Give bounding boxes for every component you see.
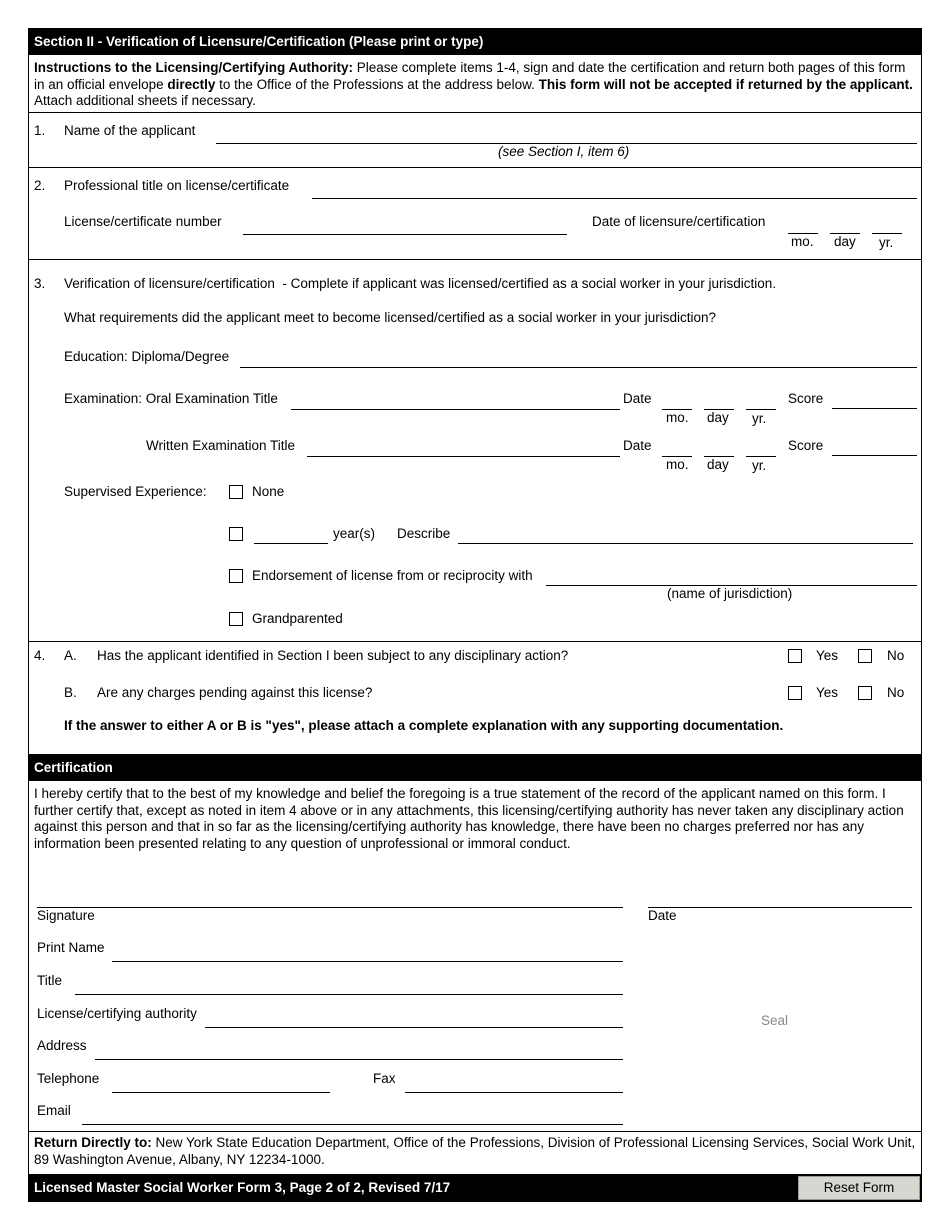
certification-header (28, 754, 922, 781)
license-number-label: License/certificate number (64, 214, 222, 229)
endorsement-checkbox[interactable] (229, 569, 243, 583)
cert-date-label: Date (648, 908, 677, 923)
email-input[interactable] (82, 1105, 626, 1125)
education-line (240, 367, 917, 368)
written-month-input[interactable] (662, 438, 696, 458)
education-label: Education: Diploma/Degree (64, 349, 230, 364)
licensure-month-input[interactable] (788, 215, 822, 235)
instructions-lead: Instructions to the Licensing/Certifying Authority: (34, 60, 354, 75)
year-caption: yr. (879, 235, 894, 250)
month-caption: mo. (666, 410, 689, 425)
instructions-part1: Please complete items 1-4, sign and date the certification and return both pages of this form in an official envelope (34, 60, 906, 92)
oral-year-input[interactable] (746, 391, 780, 411)
charges-question: Are any charges pending against this license? (97, 685, 373, 700)
divider (28, 259, 922, 260)
applicant-name-label: Name of the applicant (64, 123, 196, 138)
seal-placeholder: Seal (761, 1013, 789, 1028)
instructions-part2: to the Office of the Professions at the address below. (215, 76, 539, 92)
divider (28, 641, 922, 642)
oral-date-label: Date (623, 391, 652, 406)
oral-exam-line (291, 409, 620, 410)
email-label: Email (37, 1103, 71, 1118)
item3-number: 3. (34, 276, 46, 291)
applicant-name-input[interactable] (216, 124, 920, 144)
day-caption: day (707, 457, 729, 472)
telephone-line (112, 1092, 330, 1093)
address-input[interactable] (95, 1040, 626, 1060)
requirements-question: What requirements did the applicant meet to become licensed/certified as a social worker in your jurisdiction? (64, 310, 717, 325)
years-line (254, 543, 328, 544)
years-input[interactable] (254, 525, 331, 545)
professional-title-label: Professional title on license/certificate (64, 178, 290, 193)
grandparented-checkbox[interactable] (229, 612, 243, 626)
instructions (34, 60, 914, 110)
describe-line (458, 543, 913, 544)
reset-form-button[interactable]: Reset Form (798, 1176, 920, 1200)
applicant-name-note: (see Section I, item 6) (498, 144, 630, 159)
written-exam-input[interactable] (307, 438, 623, 458)
signature-input[interactable] (37, 888, 626, 908)
written-exam-label: Written Examination Title (146, 438, 296, 453)
years-checkbox[interactable] (229, 527, 243, 541)
item4-number: 4. (34, 648, 46, 663)
charges-no-checkbox[interactable] (858, 686, 872, 700)
return-address (34, 1135, 918, 1168)
address-line (95, 1059, 623, 1060)
describe-input[interactable] (458, 525, 916, 545)
certification-title: Certification (34, 760, 113, 775)
yes-label: Yes (816, 648, 839, 663)
authority-line (205, 1027, 623, 1028)
print-name-label: Print Name (37, 940, 105, 955)
fax-input[interactable] (405, 1073, 626, 1093)
return-lead: Return Directly to: (34, 1135, 152, 1150)
professional-title-line (312, 198, 917, 199)
verification-intro: Verification of licensure/certification - Complete if applicant was licensed/certified as a social worker in your jurisdiction. (64, 276, 777, 291)
signature-line (37, 907, 623, 908)
year-caption: yr. (752, 411, 767, 426)
written-day-input[interactable] (704, 438, 738, 458)
endorsement-label: Endorsement of license from or reciprocity with (252, 568, 533, 583)
oral-year-line (746, 409, 776, 410)
oral-score-label: Score (788, 391, 824, 406)
title-input[interactable] (75, 975, 626, 995)
disciplinary-yes-checkbox[interactable] (788, 649, 802, 663)
year-caption: yr. (752, 458, 767, 473)
section-title: Section II - Verification of Licensure/Certification (Please print or type) (34, 34, 484, 49)
divider (28, 112, 922, 113)
divider (28, 167, 922, 168)
jurisdiction-input[interactable] (546, 567, 920, 587)
disciplinary-question: Has the applicant identified in Section I been subject to any disciplinary action? (97, 648, 569, 663)
oral-exam-label: Examination: Oral Examination Title (64, 391, 278, 406)
written-year-input[interactable] (746, 438, 780, 458)
authority-input[interactable] (205, 1008, 626, 1028)
footer-bar (28, 1174, 922, 1202)
item4b-letter: B. (64, 685, 77, 700)
title-label: Title (37, 973, 63, 988)
education-input[interactable] (240, 349, 920, 369)
print-name-input[interactable] (112, 942, 626, 962)
email-line (82, 1124, 623, 1125)
explanation-note: If the answer to either A or B is "yes", please attach a complete explanation with any supporting documentation. (64, 718, 784, 733)
oral-score-input[interactable] (832, 390, 920, 410)
instructions-direct: directly (167, 76, 216, 92)
authority-label: License/certifying authority (37, 1006, 197, 1021)
describe-label: Describe (397, 526, 451, 541)
address-label: Address (37, 1038, 87, 1053)
item1-number: 1. (34, 123, 46, 138)
oral-day-input[interactable] (704, 391, 738, 411)
licensure-day-input[interactable] (830, 215, 864, 235)
license-number-line (243, 234, 567, 235)
section-header (28, 28, 922, 55)
no-label: No (887, 685, 905, 700)
disciplinary-no-checkbox[interactable] (858, 649, 872, 663)
print-name-line (112, 961, 623, 962)
jurisdiction-note: (name of jurisdiction) (667, 586, 793, 601)
oral-month-input[interactable] (662, 391, 696, 411)
day-caption: day (707, 410, 729, 425)
licensure-year-line (872, 233, 902, 234)
oral-score-line (832, 408, 917, 409)
charges-yes-checkbox[interactable] (788, 686, 802, 700)
month-caption: mo. (791, 234, 814, 249)
month-caption: mo. (666, 457, 689, 472)
yes-label: Yes (816, 685, 839, 700)
written-score-line (832, 455, 917, 456)
form-title: Licensed Master Social Worker Form 3, Page 2 of 2, Revised 7/17 (34, 1180, 451, 1195)
item4a-letter: A. (64, 648, 77, 663)
cert-date-line (648, 907, 912, 908)
divider (28, 1131, 922, 1132)
instructions-part3: Attach additional sheets if necessary. (34, 93, 256, 108)
fax-line (405, 1092, 623, 1093)
fax-label: Fax (373, 1071, 396, 1086)
written-score-input[interactable] (832, 437, 920, 457)
written-date-label: Date (623, 438, 652, 453)
cert-date-input[interactable] (648, 888, 915, 908)
day-caption: day (834, 234, 856, 249)
signature-label: Signature (37, 908, 95, 923)
years-label: year(s) (333, 526, 376, 541)
oral-exam-input[interactable] (291, 391, 623, 411)
license-number-input[interactable] (243, 215, 570, 235)
written-score-label: Score (788, 438, 824, 453)
licensure-date-label: Date of licensure/certification (592, 214, 766, 229)
grandparented-label: Grandparented (252, 611, 343, 626)
telephone-input[interactable] (112, 1073, 333, 1093)
certification-text: I hereby certify that to the best of my knowledge and belief the foregoing is a true statement of the record of the applicant named on this form. I further certify that, except as noted in item 4 above or in any attachments, this licensing/certifying authority has never taken any disciplinary action against this person and that in so far as the licensing/certifying authority has knowledge, there have been no charges preferred nor has any information been presented relating to any question of unprofessional or immoral conduct. (34, 786, 904, 851)
supervised-experience-label: Supervised Experience: (64, 484, 207, 499)
written-year-line (746, 456, 776, 457)
no-label: No (887, 648, 905, 663)
professional-title-input[interactable] (312, 180, 920, 200)
none-label: None (252, 484, 285, 499)
licensure-year-input[interactable] (872, 215, 906, 235)
item2-number: 2. (34, 178, 46, 193)
title-line (75, 994, 623, 995)
instructions-warning: This form will not be accepted if returned by the applicant. (538, 76, 913, 92)
written-exam-line (307, 456, 620, 457)
return-text: New York State Education Department, Office of the Professions, Division of Professional Licensing Services, Social Work Unit, 89 Washington Avenue, Albany, NY 12234-1000. (34, 1135, 916, 1167)
telephone-label: Telephone (37, 1071, 100, 1086)
none-checkbox[interactable] (229, 485, 243, 499)
